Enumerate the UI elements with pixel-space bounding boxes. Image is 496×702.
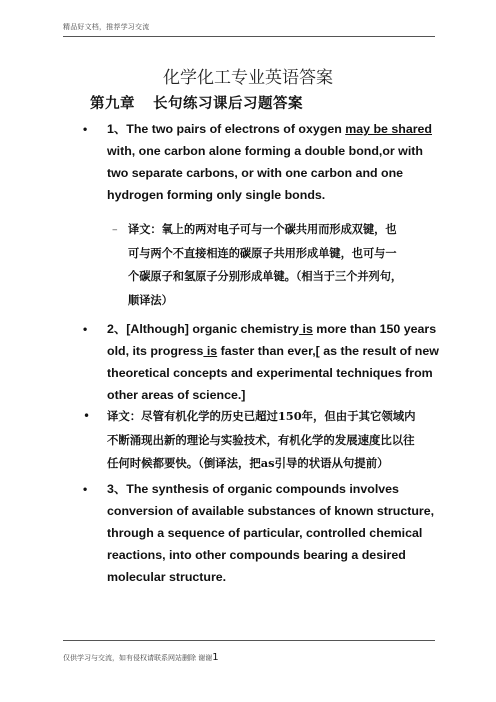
item-line: with, one carbon alone forming a double bond,or with [107,144,423,158]
bullet-icon: • [83,482,88,496]
translation-line: 译文：氧上的两对电子可与一个碳共用而形成双键，也 [128,222,397,236]
bullet-icon: • [83,122,88,136]
chapter-subtitle: 长句练习课后习题答案 [153,95,303,112]
page-number: 1 [212,652,219,663]
item-line: old, its progress is faster than ever,[ as the result of new [107,344,439,358]
item-line: 3、The synthesis of organic compounds involves [107,482,399,496]
translation-line: 译文：尽管有机化学的历史已超过150年，但由于其它领域内 [107,409,416,423]
header-note: 精品好文档，推荐学习交流 [63,23,150,31]
bullet-icon: • [83,409,91,423]
list-item-2 [83,318,439,406]
item-line: two separate carbons, or with one carbon and one [107,166,404,180]
header-divider [63,36,435,37]
dash-icon: – [112,223,118,236]
translation-line: 顺译法） [128,292,173,307]
list-item-3 [83,478,435,588]
item-line: molecular structure. [107,570,227,584]
item-line: hydrogen forming only single bonds. [107,188,326,202]
translation-line: 不断涌现出新的理论与实验技术，有机化学的发展速度比以往 [107,432,415,447]
document-title: 化学化工专业英语答案 [163,68,333,88]
item-line: 1、The two pairs of electrons of oxygen may be shared [107,122,432,136]
underlined-phrase: is [203,344,218,358]
underlined-phrase: may be shared [345,122,432,136]
chapter-heading [90,92,303,113]
translation-line: 个碳原子和氢原子分别形成单键。（相当于三个并列句， [128,269,403,283]
translation-line: 任何时候都要快。（倒译法，把as引导的状语从句提前） [107,456,389,470]
translation-2 [83,405,440,476]
item-line: conversion of available substances of known structure, [107,504,435,518]
footer-divider [63,640,435,641]
item-line: other areas of science.] [107,388,246,402]
translation-1 [112,218,441,312]
translation-line: 可与两个不直接相连的碳原子共用形成单键，也可与一 [128,245,397,260]
item-line: 2、[Although] organic chemistry is more than 150 years [107,322,437,336]
item-line: reactions, into other compounds bearing a desired [107,548,406,562]
chapter-number: 第九章 [90,95,135,112]
item-line: theoretical concepts and experimental techniques from [107,366,433,380]
item-line: through a sequence of particular, controlled chemical [107,526,423,540]
footer-note: 仅供学习与交流，如有侵权请联系网站删除 谢谢1 [63,652,219,663]
list-item-1 [83,118,435,206]
underlined-phrase: is [299,322,313,336]
bullet-icon: • [83,322,88,336]
